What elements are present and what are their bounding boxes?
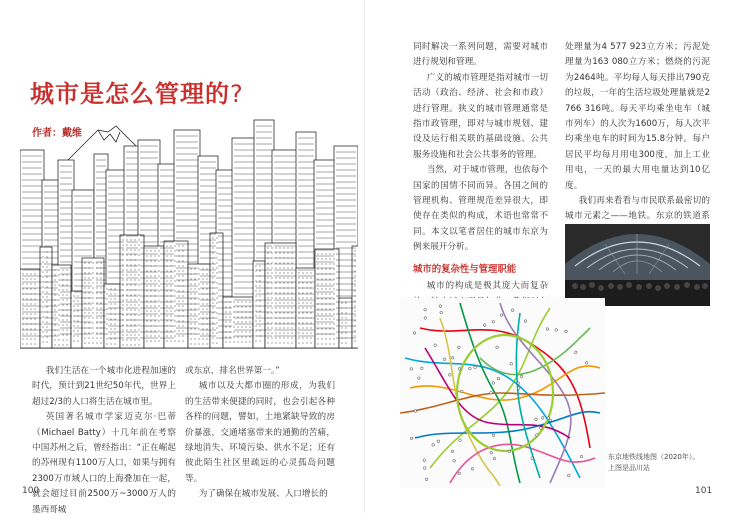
paragraph: 处理量为4 577 923立方米；污泥处理量为163 080立方米；燃烧的污泥为2464吨。平均每人每天排出790克的垃圾，一年的生活垃圾处理量就是2 766 316吨。每天平均乘坐电车（城市列车）的人次为1600万，每人次平均乘坐电车的时间为15.8分钟。每户居民平均每月用电300度，加上工业用电，一天的最大用电量达到10亿度。 (565, 42, 710, 191)
paragraph: 同时解决一系列问题，需要对城市进行规划和管理。 (413, 42, 548, 68)
paragraph: 城市的构成是极其庞大而复杂 (426, 281, 548, 292)
section-heading: 城市的复杂性与管理职能 (413, 263, 517, 275)
page-number-right: 101 (695, 486, 713, 496)
left-page (0, 0, 365, 513)
tokyo-metro-map (400, 298, 605, 488)
article-title: 城市是怎么管理的? (30, 80, 244, 108)
left-column-1 (32, 364, 176, 518)
map-caption: 东京地铁线地图（2020年）。 上图是品川站 (608, 453, 700, 472)
paragraph: 为了确保在城市发展、人口增长的 (198, 489, 328, 500)
paragraph: 或东京，排名世界第一。” (185, 366, 280, 376)
paragraph: 当然，对于城市管理，也依每个国家的国情不同而异。各国之间的管理机构、管理规范差异很大，即使存在类似的构成，术语也常常不同。本文以笔者居住的城市东京为例来展开分析。 (413, 165, 548, 253)
shinagawa-station-photo (565, 224, 710, 306)
author-line: 作者：戴维 (32, 128, 82, 139)
left-column-2 (185, 364, 335, 503)
paragraph: 我们生活在一个城市化进程加速的时代，预计到21世纪50年代，世界上超过2/3的人口将生活在城市里。 (32, 366, 176, 407)
city-skyline-sketch (20, 110, 358, 352)
paragraph: 广义的城市管理是指对城市一切活动（政治、经济、社会和市政）进行管理。狭义的城市管理通常是指市政管理，即对与城市规划、建设及运行相关联的基础设施、公共服务设施和社会公共事务的管理。 (413, 72, 548, 160)
paragraph: 英国著名城市学家迈克尔·巴蒂（Michael Batty）十几年前在考察中国苏州之后，曾经指出：“正在崛起的苏州现有1100万人口，如果与拥有2300万市域人口的上海叠加在一起，就会超过目前2500万~3000万人的墨西哥城 (32, 412, 176, 515)
paragraph: 我们再来看看与市民联系最密切的城市元素之——地铁。东京的铁道系 (565, 196, 710, 222)
paragraph: 城市以及大都市圈的形成，为我们的生活带来便捷的同时，也会引起各种各样的问题，譬如，土地紧缺导致的房价暴涨，交通堵塞带来的通勤的苦痛，绿地消失、环境污染、供水不足；还有彼此陌生社区里疏远的心灵孤岛问题等。 (185, 381, 335, 484)
page-number-left: 100 (22, 486, 40, 496)
